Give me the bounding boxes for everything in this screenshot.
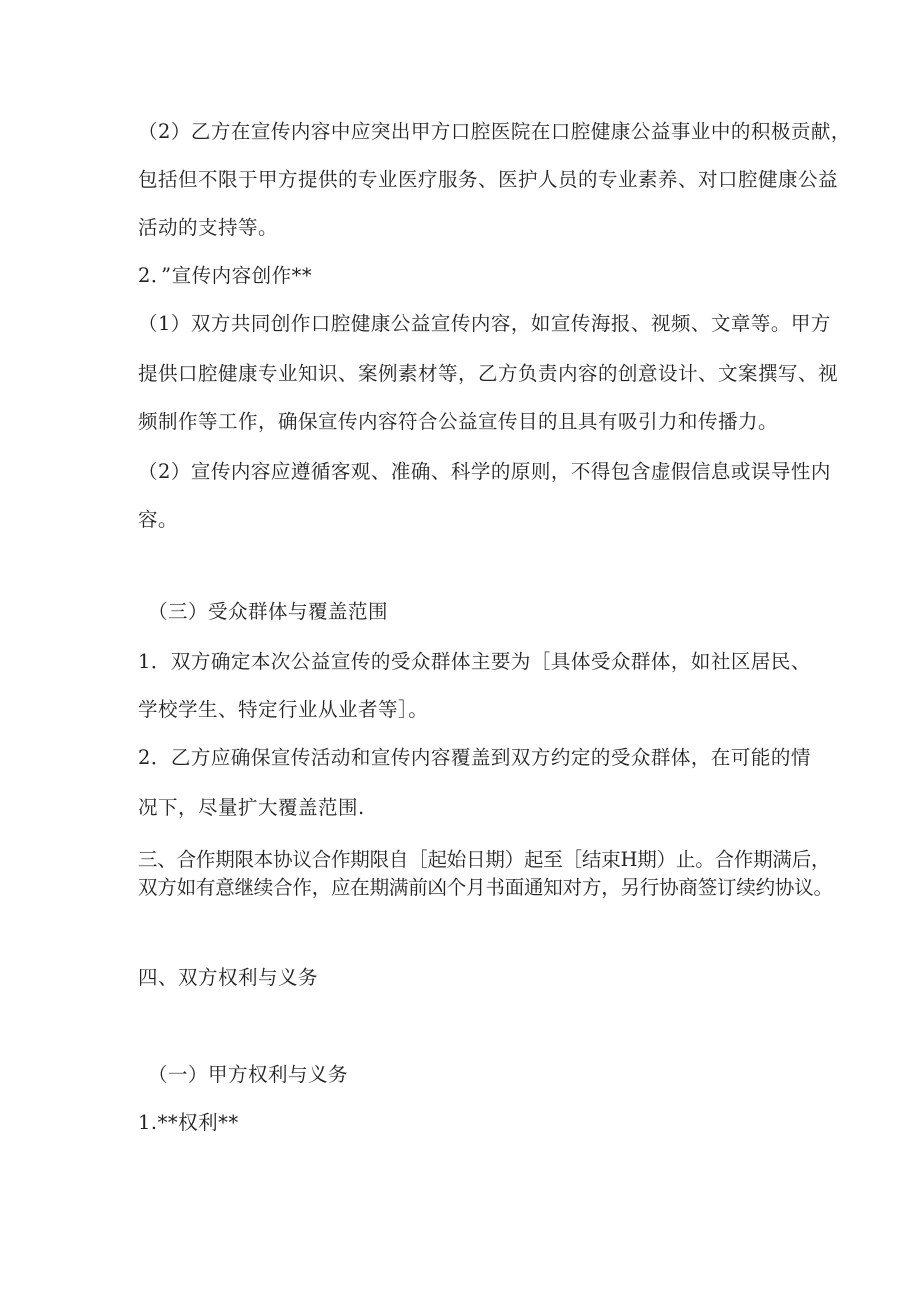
paragraph-line: 三、合作期限本协议合作期限自［起始日期）起至［结束H期）止。合作期满后，	[138, 848, 831, 871]
paragraph-line: 包括但不限于甲方提供的专业医疗服务、医护人员的专业素养、对口腔健康公益	[138, 168, 839, 191]
paragraph-line: 提供口腔健康专业知识、案例素材等，乙方负责内容的创意设计、文案撰写、视	[138, 362, 839, 385]
paragraph-line: 容。	[138, 508, 179, 531]
section-heading: 四、双方权利与义务	[138, 966, 319, 989]
paragraph-line: （2）宣传内容应遵循客观、准确、科学的原则，不得包含虚假信息或误导性内	[138, 460, 831, 483]
paragraph-line: （2）乙方在宣传内容中应突出甲方口腔医院在口腔健康公益事业中的积极贡献，	[138, 120, 851, 143]
paragraph-line: 频制作等工作，确保宣传内容符合公益宣传目的且具有吸引力和传播力。	[138, 410, 779, 433]
paragraph-line: 1．双方确定本次公益宣传的受众群体主要为［具体受众群体，如社区居民、	[138, 650, 811, 673]
paragraph-line: 学校学生、特定行业从业者等］。	[138, 698, 429, 721]
subsection-heading: （三）受众群体与覆盖范围	[148, 600, 389, 623]
subsection-heading: （一）甲方权利与义务	[148, 1063, 349, 1086]
paragraph-line: 况下，尽量扩大覆盖范围.	[138, 796, 365, 819]
section-heading: 2．”宣传内容创作**	[138, 264, 313, 287]
paragraph-line: 双方如有意继续合作，应在期满前凶个月书面通知对方，另行协商签订续约协议。	[138, 876, 833, 899]
paragraph-line: 活动的支持等。	[138, 216, 279, 239]
item-heading: 1.**权利**	[138, 1111, 239, 1134]
paragraph-line: 2．乙方应确保宣传活动和宣传内容覆盖到双方约定的受众群体，在可能的情	[138, 746, 811, 769]
paragraph-line: （1）双方共同创作口腔健康公益宣传内容，如宣传海报、视频、文章等。甲方	[138, 312, 831, 335]
